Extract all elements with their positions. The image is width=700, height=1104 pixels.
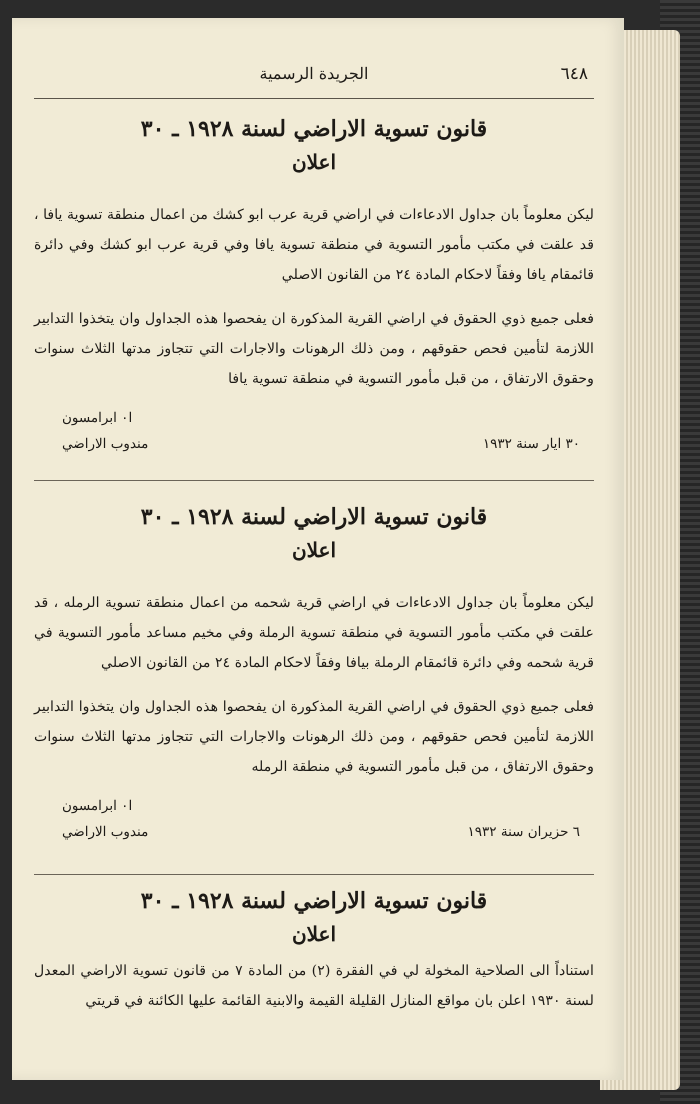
notice-date: ٦ حزيران سنة ١٩٣٢ (467, 824, 580, 840)
notice-title: قانون تسوية الاراضي لسنة ١٩٢٨ ـ ٣٠ (140, 888, 488, 914)
page-number: ٦٤٨ (560, 64, 588, 84)
gazette-page (12, 18, 624, 1080)
notice-3 (34, 888, 594, 1016)
notice-title: قانون تسوية الاراضي لسنة ١٩٢٨ ـ ٣٠ (140, 504, 488, 530)
notice-paragraph: ليكن معلوماً بان جداول الادعاءات في اراضي قرية شحمه من اعمال منطقة تسوية الرمله ، قد علقت في مكتب مأمور التسوية في منطقة تسوية الرملة وفي مخيم مساعد مأمور التسوية في قرية شحمه وفي دائرة قائمقام الرملة بيافا وفقاً لاحكام المادة ٢٤ من القانون الاصلي (34, 595, 594, 671)
signer-role: مندوب الاراضي (62, 436, 149, 452)
journal-title: الجريدة الرسمية (259, 64, 369, 83)
notice-paragraph: ليكن معلوماً بان جداول الادعاءات في اراضي قرية عرب ابو كشك من اعمال منطقة تسوية يافا ، قد علقت في مكتب مأمور التسوية في منطقة تسوية يافا وفي قرية عرب ابو كشك وفي دائرة قائمقام يافا وفقاً لاحكام المادة ٢٤ من القانون الاصلي (34, 207, 594, 283)
signer-name: ا٠ ابرامسون (62, 410, 133, 426)
notice-paragraph: استناداً الى الصلاحية المخولة لي في الفقرة (٢) من المادة ٧ من قانون تسوية الاراضي المعدل لسنة ١٩٣٠ اعلن بان مواقع المنازل القليلة القيمة والابنية القائمة عليها الكائنة في قريتي (34, 963, 594, 1009)
notice-subtitle: اعلان (291, 538, 337, 562)
signer-name: ا٠ ابرامسون (62, 798, 133, 814)
section-divider (34, 874, 594, 875)
notice-signature (34, 798, 594, 852)
notice-subtitle: اعلان (291, 922, 337, 946)
notice-paragraph: فعلى جميع ذوي الحقوق في اراضي القرية المذكورة ان يفحصوا هذه الجداول وان يتخذوا التدابير اللازمة لتأمين فحص حقوقهم ، ومن ذلك الرهونات والاجارات التي تتجاوز مدتها الثلاث سنوات وحقوق الارتفاق ، من قبل مأمور التسوية في منطقة تسوية يافا (34, 311, 594, 387)
notice-1 (34, 116, 594, 464)
notice-signature (34, 410, 594, 464)
notice-date: ٣٠ ايار سنة ١٩٣٢ (482, 436, 580, 452)
notice-paragraph: فعلى جميع ذوي الحقوق في اراضي القرية المذكورة ان يفحصوا هذه الجداول وان يتخذوا التدابير اللازمة لتأمين فحص حقوقهم ، ومن ذلك الرهونات والاجارات التي تتجاوز مدتها الثلاث سنوات وحقوق الارتفاق ، من قبل مأمور التسوية في منطقة الرمله (34, 699, 594, 775)
notice-2 (34, 504, 594, 852)
notice-title: قانون تسوية الاراضي لسنة ١٩٢٨ ـ ٣٠ (140, 116, 488, 142)
notice-subtitle: اعلان (291, 150, 337, 174)
signer-role: مندوب الاراضي (62, 824, 149, 840)
page-header (34, 60, 594, 99)
section-divider (34, 480, 594, 481)
